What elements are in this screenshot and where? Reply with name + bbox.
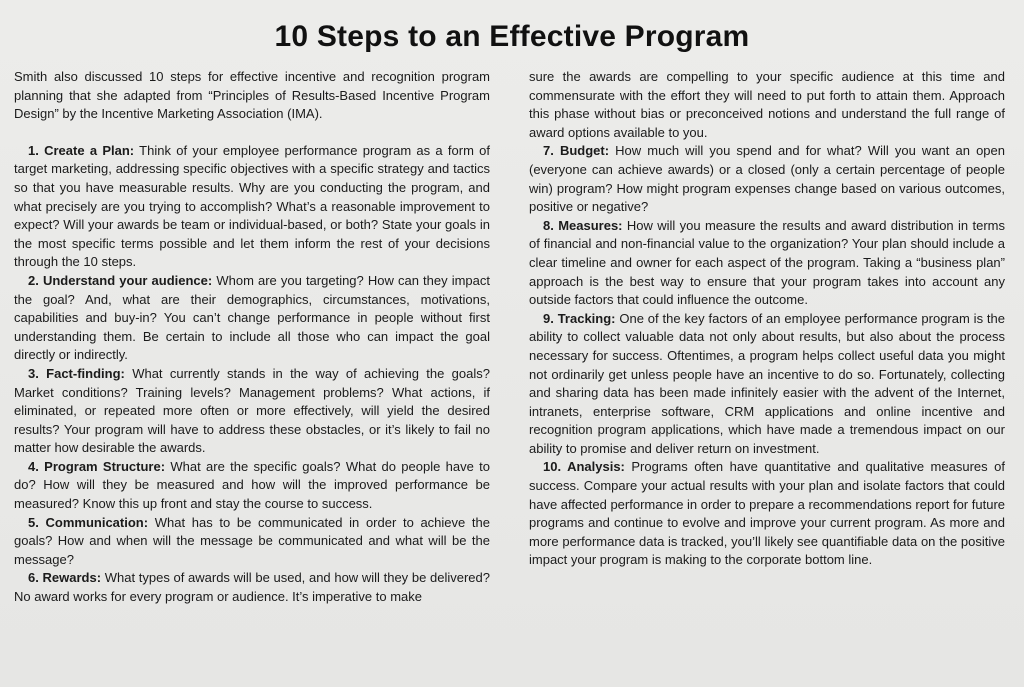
step-create-a-plan <box>14 142 490 272</box>
step-label: 10. Analysis: <box>543 459 625 475</box>
step-budget <box>529 142 1005 216</box>
step-program-structure <box>14 458 490 514</box>
step-label: 7. Budget: <box>543 143 610 159</box>
intro-paragraph: Smith also discussed 10 steps for effective incentive and recognition program planning that she adapted from “Principles of Results-Based Incentive Program Design” by the Incentive Marketing Association (IMA). <box>14 69 490 122</box>
step-label: 6. Rewards: <box>28 570 102 586</box>
step-text: How will you measure the results and award distribution in terms of financial and non-financial value to the organization? Your plan should include a clear timeline and owner for each aspect of the program. Taking a “business plan” approach is the best way to ensure that your program takes into account any outside factors that could influence the outcome. <box>529 217 1005 308</box>
step-label: 8. Measures: <box>543 217 623 233</box>
step-rewards <box>14 569 490 606</box>
step-label: 4. Program Structure: <box>28 458 166 474</box>
step-text: Programs often have quantitative and qualitative measures of success. Compare your actual results with your plan and isolate factors that could have affected performance in order to prepare a recommendations report for future programs and continue to evolve and improve your current program. As more and more performance data is tracked, you’ll likely see quantifiable data on the positive impact your program is making to the corporate bottom line. <box>529 459 1005 568</box>
right-column <box>529 68 1005 570</box>
step-text: One of the key factors of an employee performance program is the ability to collect valuable data not only about results, but also about the process necessary for success. Oftentimes, a program helps collect useful data you might not ordinarily get unless people have an incentive to do so. Fortunately, collecting and sharing data has been made infinitely easier with the advent of the Internet, intranets, enterprise software, CRM applications and online incentive and recognition program applications, which have made a tremendous impact on our ability to promise and deliver return on investment. <box>529 310 1005 456</box>
step-understand-your-audience <box>14 272 490 365</box>
left-column <box>14 68 490 607</box>
step-communication <box>14 514 490 570</box>
step-text: What currently stands in the way of achieving the goals? Market conditions? Training levels? Management problems? What actions, if eliminated, or repeated more often or more effectively, will yield the desired results? Your program will have to address these obstacles, or it’s likely to fail no matter how desirable the awards. <box>14 365 490 456</box>
step-measures <box>529 217 1005 310</box>
page-title: 10 Steps to an Effective Program <box>274 20 750 53</box>
step-rewards-continued: sure the awards are compelling to your specific audience at this time and commensurate with the effort they will need to put forth to attain them. Approach this phase without bias or preconceived notions and understand the full range of award options available to you. <box>529 69 1005 140</box>
step-text: Think of your employee performance program as a form of target marketing, addressing specific objectives with a specific strategy and tactics so that you have measurable results. Why are you conducting the program, and what precisely are you trying to accomplish? What’s a reasonable improvement to expect? Will your awards be team or individual-based, or both? State your goals in the most specific terms possible and let them inform the rest of your decisions through the 10 steps. <box>14 142 491 270</box>
step-label: 9. Tracking: <box>543 310 616 326</box>
step-analysis <box>529 458 1005 570</box>
step-tracking <box>529 310 1005 459</box>
step-label: 5. Communication: <box>28 514 149 530</box>
step-fact-finding <box>14 365 490 458</box>
step-text: What are the specific goals? What do people have to do? How will they be measured and how will the improved performance be measured? Know this up front and stay the course to success. <box>14 458 490 512</box>
step-label: 3. Fact-finding: <box>28 365 125 381</box>
step-text: What has to be communicated in order to achieve the goals? How and when will the message be communicated and what will be the message? <box>14 514 490 567</box>
step-text: What types of awards will be used, and how will they be delivered? No award works for every program or audience. It’s imperative to make <box>14 570 490 605</box>
step-label: 2. Understand your audience: <box>28 272 213 288</box>
step-text: Whom are you targeting? How can they impact the goal? And, what are their demographics, circumstances, motivations, capabilities and buy-in? You can’t change performance in people without first understanding them. Be certain to include all those who can impact the goal directly or indirectly. <box>14 272 490 363</box>
step-text: How much will you spend and for what? Will you want an open (everyone can achieve awards) or a closed (only a certain percentage of people win) program? How might program expenses change based on various outcomes, positive or negative? <box>529 143 1005 215</box>
step-label: 1. Create a Plan: <box>28 142 135 158</box>
